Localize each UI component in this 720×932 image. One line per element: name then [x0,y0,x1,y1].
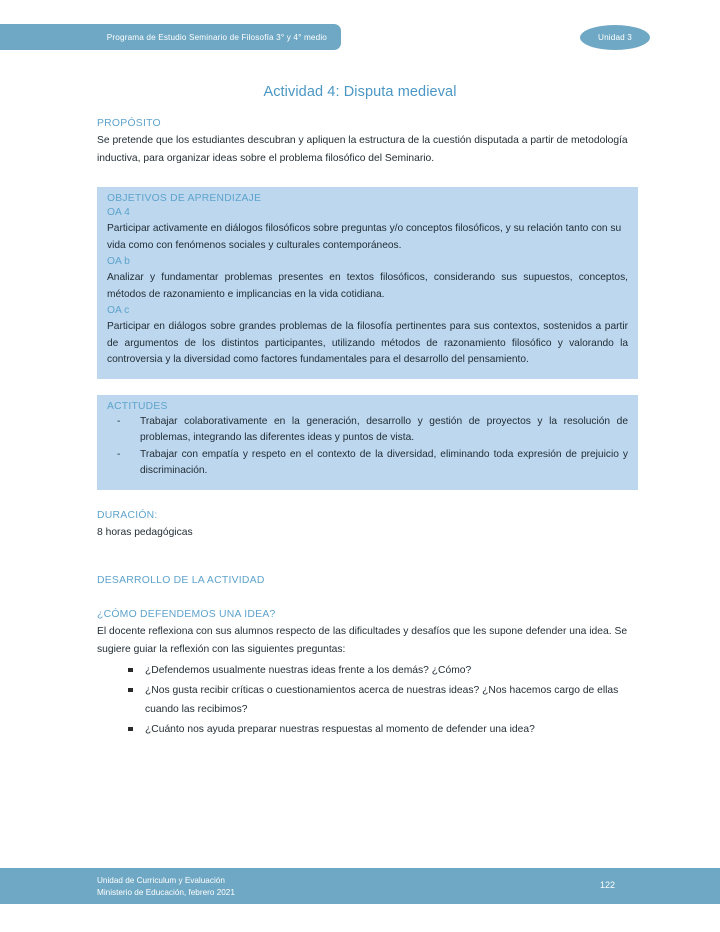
objetivos-heading: OBJETIVOS DE APRENDIZAJE [107,193,262,204]
actitudes-heading: ACTITUDES [107,400,168,412]
page-number: 122 [600,880,616,890]
oa-text: Analizar y fundamentar problemas presentes en textos filosóficos, considerando sus supuestos, conceptos, métodos de razonamiento e implicancias en la vida cotidiana. [107,272,628,300]
oa-code: OA 4 [107,207,130,218]
page-content [97,118,638,740]
oa-code: OA c [107,305,130,316]
spacer [97,167,638,187]
page-header [0,0,720,72]
list-item-label: Trabajar colaborativamente en la generación, desarrollo y gestión de proyectos y la resolución de problemas, integrando las diferentes ideas y puntos de vista. [140,415,628,443]
list-item [97,720,638,739]
proposito-heading: PROPÓSITO [97,118,161,129]
list-item-label: Trabajar con empatía y respeto en el contexto de la diversidad, eliminando toda expresión de prejuicio y discriminación. [140,448,628,476]
duracion-text: 8 horas pedagógicas [97,526,193,538]
square-bullet-icon [128,727,133,732]
desarrollo-section [97,575,638,739]
desarrollo-intro: El docente reflexiona con sus alumnos respecto de las dificultades y desafíos que les supone defender una idea. Se sugiere guiar la reflexión con las siguientes preguntas: [97,626,628,655]
proposito-text: Se pretende que los estudiantes descubran y apliquen la estructura de la cuestión disputada a partir de metodología inductiva, para organizar ideas sobre el problema filosófico del Seminario. [97,135,628,164]
page-footer [0,868,720,904]
dash-bullet-icon: - [117,448,121,460]
list-item [97,661,638,680]
footer-line-1: Unidad de Curriculum y Evaluación [97,876,225,885]
list-item-label: ¿Nos gusta recibir críticas o cuestionamientos acerca de nuestras ideas? ¿Nos hacemos cargo de ellas cuando las recibimos? [145,685,619,715]
footer-org [97,875,235,898]
page-title: Actividad 4: Disputa medieval [263,84,457,100]
list-item-label: ¿Defendemos usualmente nuestras ideas frente a los demás? ¿Cómo? [145,665,472,676]
list-item [107,447,628,480]
oa-text: Participar activamente en diálogos filosóficos sobre preguntas y/o conceptos filosóficos, y su relación tanto con su vida como con fenómenos sociales y culturales contemporáneos. [107,223,622,251]
unit-badge [580,25,650,50]
actitudes-list [107,414,628,480]
duracion-section [97,510,638,542]
desarrollo-subheading: ¿CÓMO DEFENDEMOS UNA IDEA? [97,609,276,620]
square-bullet-icon [128,688,133,693]
list-item-label: ¿Cuánto nos ayuda preparar nuestras respuestas al momento de defender una idea? [145,724,535,735]
questions-list [97,661,638,739]
desarrollo-heading: DESARROLLO DE LA ACTIVIDAD [97,575,265,586]
program-banner [0,24,341,50]
unit-badge-label: Unidad 3 [598,33,632,42]
objetivos-box [97,187,638,379]
footer-line-2: Ministerio de Educación, febrero 2021 [97,887,235,897]
spacer [97,541,638,575]
oa-text: Participar en diálogos sobre grandes problemas de la filosofía pertinentes para sus contextos, sostenidos a partir de argumentos de los distintos participantes, utilizando métodos de razonamiento filosófico y valorando la controversia y la diversidad como factores fundamentales para el desarrollo del pensamiento. [107,321,628,365]
actitudes-box [97,395,638,490]
duracion-heading: DURACIÓN: [97,509,158,521]
spacer [97,490,638,510]
square-bullet-icon [128,668,133,673]
spacer [97,589,638,609]
list-item [107,414,628,447]
spacer [97,379,638,395]
list-item [97,681,638,719]
oa-code: OA b [107,256,130,267]
dash-bullet-icon: - [117,415,121,427]
proposito-section [97,118,638,167]
program-banner-label: Programa de Estudio Seminario de Filosofía 3° y 4° medio [106,32,327,42]
